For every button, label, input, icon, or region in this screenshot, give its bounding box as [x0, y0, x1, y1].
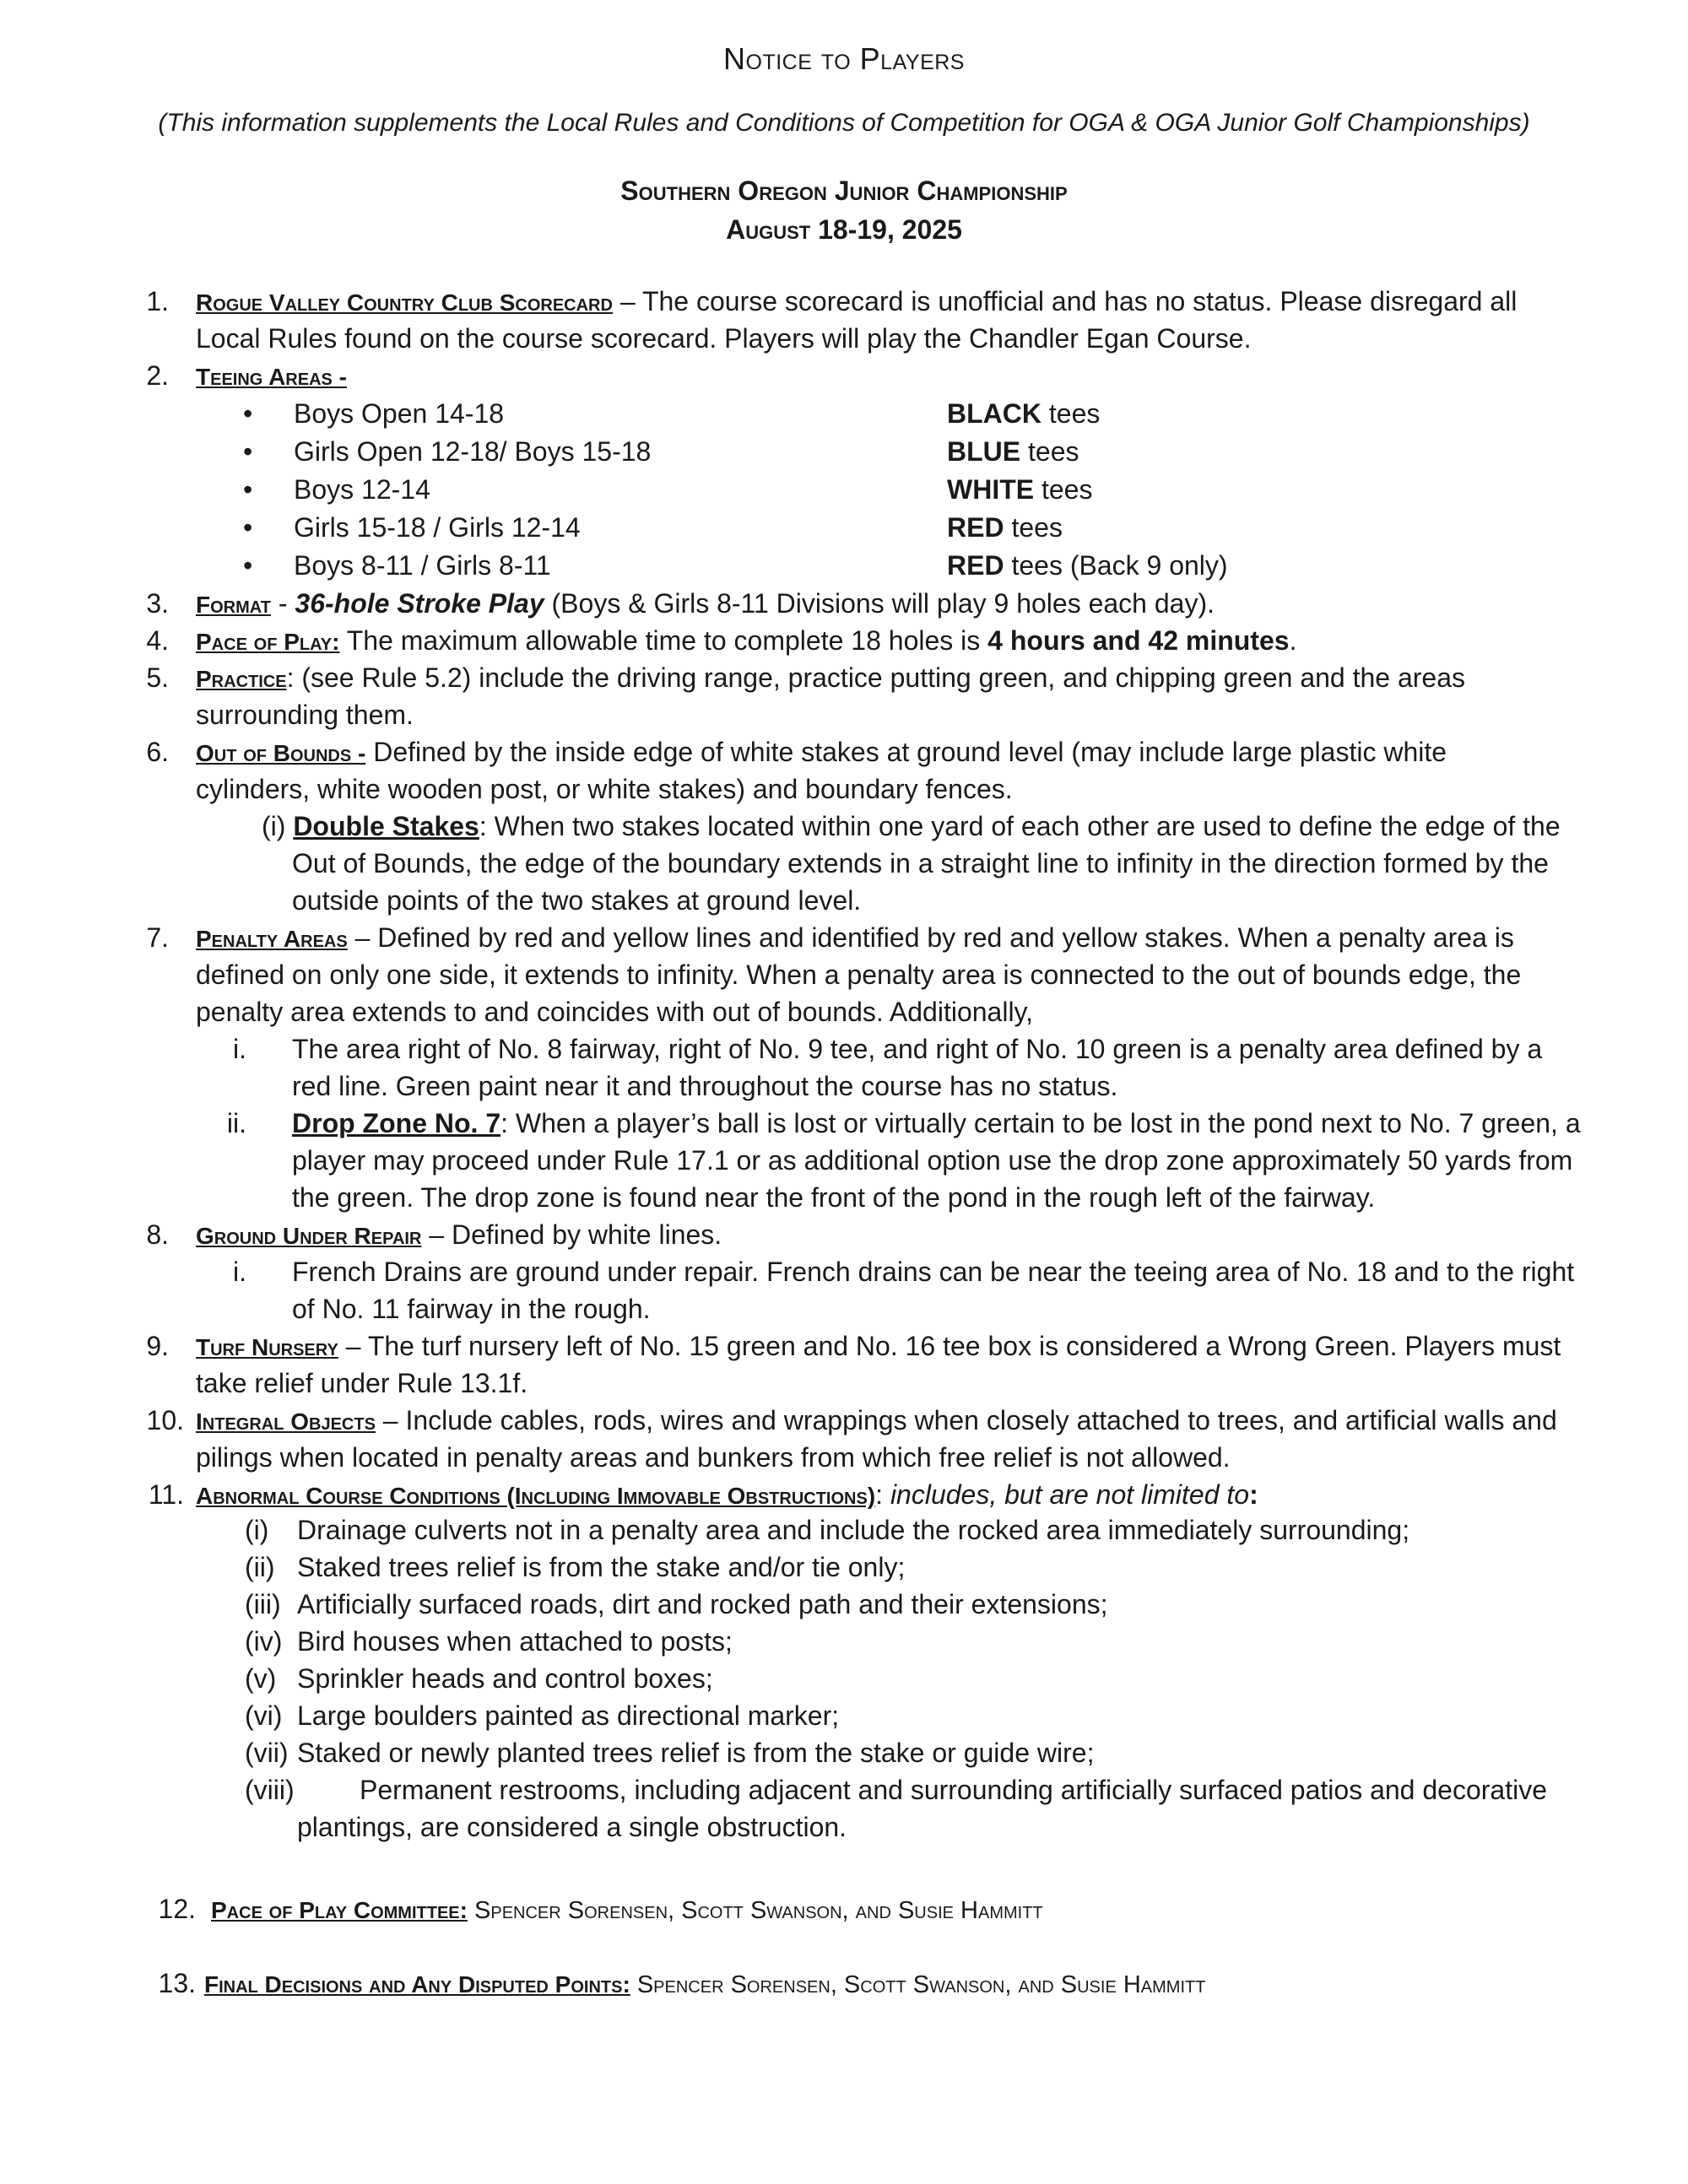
tee-division: Girls Open 12-18/ Boys 15-18	[294, 436, 652, 467]
bullet-icon: •	[243, 398, 253, 429]
item-heading: Format	[196, 592, 271, 618]
item-text-italic: includes, but are not limited to	[890, 1479, 1250, 1510]
item-heading: Out of Bounds -	[196, 740, 366, 766]
tee-suffix: tees	[1020, 436, 1079, 467]
page-subtitle: (This information supplements the Local Rules and Conditions of Competition for OGA & OGA Junior Golf Championships)	[158, 109, 1530, 137]
event-name: Southern Oregon Junior Championship	[620, 176, 1068, 206]
format-name: 36-hole Stroke Play	[295, 588, 544, 619]
item-heading: Pace of Play Committee:	[211, 1897, 468, 1923]
item-text: pilings when located in penalty areas and bunkers from which free relief is not allowed.	[196, 1442, 1231, 1473]
item-text: .	[1289, 625, 1297, 656]
page-title: Notice to Players	[723, 41, 965, 76]
tee-suffix: tees	[1034, 474, 1093, 505]
list-number: (ii)	[245, 1552, 275, 1582]
item-heading: Integral Objects	[196, 1408, 376, 1435]
list-text: Sprinkler heads and control boxes;	[297, 1663, 713, 1694]
item-heading: Penalty Areas	[196, 926, 348, 952]
item-number: 6.	[146, 737, 169, 767]
sub-text: player may proceed under Rule 17.1 or as additional option use the drop zone approximately 50 yards from	[292, 1145, 1573, 1176]
item-text: : (see Rule 5.2) include the driving range, practice putting green, and chipping green and the areas	[286, 662, 1466, 693]
item-number: 13.	[158, 1968, 196, 1998]
item-heading: Pace of Play:	[196, 629, 340, 655]
list-text: Artificially surfaced roads, dirt and rocked path and their extensions;	[297, 1589, 1108, 1619]
sub-number: i.	[233, 1034, 246, 1064]
event-date-month: August	[726, 214, 811, 245]
sub-text: outside points of the two stakes at ground level.	[292, 885, 862, 916]
sub-text: Out of Bounds, the edge of the boundary extends in a straight line to infinity in the direction formed by the	[292, 848, 1549, 878]
sub-text: of No. 11 fairway in the rough.	[292, 1294, 651, 1324]
list-text-continued: plantings, are considered a single obstruction.	[297, 1812, 847, 1842]
sub-text: : When two stakes located within one yard of each other are used to define the edge of the	[479, 811, 1561, 841]
sub-heading: Double Stakes	[293, 811, 479, 841]
tee-color: WHITE	[947, 474, 1035, 505]
tee-suffix: tees	[1004, 512, 1063, 543]
list-number: (vii)	[245, 1738, 289, 1768]
sub-text: red line. Green paint near it and throughout the course has no status.	[292, 1071, 1118, 1101]
tee-color: BLACK	[947, 398, 1041, 429]
tee-color: BLUE	[947, 436, 1021, 467]
item-number: 9.	[146, 1331, 169, 1361]
item-text: – The turf nursery left of No. 15 green and No. 16 tee box is considered a Wrong Green. Players must	[338, 1331, 1561, 1361]
item-heading: Turf Nursery	[196, 1334, 338, 1360]
item-number: 11.	[148, 1479, 184, 1510]
item-number: 4.	[146, 625, 169, 656]
tee-division: Boys 8-11 / Girls 8-11	[294, 550, 551, 581]
item-text: Defined by the inside edge of white stakes at ground level (may include large plastic white	[365, 737, 1447, 767]
item-text: – The course scorecard is unofficial and has no status. Please disregard all	[612, 286, 1518, 316]
list-item	[245, 1660, 713, 1697]
sub-text: The area right of No. 8 fairway, right of No. 9 tee, and right of No. 10 green is a penalty area defined by a	[292, 1034, 1543, 1064]
item-text: :	[875, 1479, 890, 1510]
bullet-icon: •	[243, 474, 253, 505]
bullet-icon: •	[243, 512, 253, 543]
item-number: 7.	[146, 922, 169, 953]
item-number: 5.	[146, 662, 169, 693]
pace-time: 4 hours and 42 minutes	[987, 625, 1290, 656]
list-item	[245, 1771, 1547, 1808]
item-heading: Ground Under Repair	[196, 1223, 422, 1249]
item-number: 8.	[146, 1219, 169, 1250]
list-number: (i)	[245, 1515, 269, 1545]
tee-suffix: tees	[1041, 398, 1101, 429]
event-date	[0, 211, 1688, 248]
item-number: 1.	[146, 286, 169, 316]
item-separator: -	[270, 588, 295, 619]
item-text-end: :	[1249, 1479, 1258, 1510]
bullet-icon: •	[243, 436, 253, 467]
list-text: Drainage culverts not in a penalty area and include the rocked area immediately surrounding;	[297, 1515, 1410, 1545]
sub-heading: Drop Zone No. 7	[292, 1108, 501, 1138]
item-text: defined on only one side, it extends to infinity. When a penalty area is connected to the out of bounds edge, the	[196, 960, 1522, 990]
item-text: surrounding them.	[196, 700, 414, 730]
list-text: Permanent restrooms, including adjacent and surrounding artificially surfaced patios and decorative	[360, 1775, 1547, 1805]
sub-label: (i)	[262, 811, 294, 841]
item-text: – Defined by red and yellow lines and identified by red and yellow stakes. When a penalty area is	[347, 922, 1514, 953]
item-heading: Abnormal Course Conditions (Including Immovable Obstructions)	[196, 1483, 876, 1509]
item-text: cylinders, white wooden post, or white stakes) and boundary fences.	[196, 774, 1013, 804]
bullet-icon: •	[243, 550, 253, 581]
tee-color: RED	[947, 550, 1004, 581]
item-text: penalty area extends to and coincides with out of bounds. Additionally,	[196, 997, 1034, 1027]
tee-suffix: tees (Back 9 only)	[1004, 550, 1228, 581]
sub-text: : When a player’s ball is lost or virtually certain to be lost in the pond next to No. 7 green, a	[500, 1108, 1581, 1138]
list-number: (vi)	[245, 1700, 283, 1731]
item-text: take relief under Rule 13.1f.	[196, 1368, 528, 1398]
item-number: 12.	[158, 1894, 196, 1924]
item-text: Local Rules found on the course scorecard. Players will play the Chandler Egan Course.	[196, 323, 1252, 354]
list-item	[245, 1586, 1108, 1623]
sub-text: the green. The drop zone is found near the front of the pond in the rough left of the fairway.	[292, 1182, 1376, 1213]
list-number: (viii)	[245, 1775, 295, 1805]
list-text: Staked or newly planted trees relief is from the stake or guide wire;	[297, 1738, 1095, 1768]
tee-division: Boys Open 14-18	[294, 398, 505, 429]
list-item	[245, 1734, 1094, 1771]
item-text: – Include cables, rods, wires and wrappings when closely attached to trees, and artificial walls and	[375, 1405, 1557, 1435]
sub-text: French Drains are ground under repair. French drains can be near the teeing area of No. 18 and to the right	[292, 1257, 1575, 1287]
sub-number: ii.	[226, 1108, 246, 1138]
event-date-days: 18-19, 2025	[818, 214, 962, 245]
item-heading: Practice	[196, 666, 287, 692]
item-number: 2.	[146, 360, 169, 391]
list-item	[245, 1697, 839, 1734]
item-number: 3.	[146, 588, 169, 619]
item-text: The maximum allowable time to complete 18 holes is	[339, 625, 988, 656]
list-number: (iv)	[245, 1626, 283, 1657]
item-heading: Teeing Areas -	[196, 364, 347, 390]
item-heading: Rogue Valley Country Club Scorecard	[196, 289, 613, 316]
committee-names: Spencer Sorensen, Scott Swanson, and Susie Hammitt	[630, 1971, 1206, 1998]
item-heading: Final Decisions and Any Disputed Points:	[204, 1971, 630, 1997]
list-item	[245, 1623, 733, 1660]
list-text: Large boulders painted as directional marker;	[297, 1700, 840, 1731]
sub-number: i.	[233, 1257, 246, 1287]
tee-division: Boys 12-14	[294, 474, 430, 505]
list-number: (v)	[245, 1663, 277, 1694]
list-text: Staked trees relief is from the stake and/or tie only;	[297, 1552, 906, 1582]
list-text: Bird houses when attached to posts;	[297, 1626, 733, 1657]
list-item	[245, 1549, 905, 1586]
committee-names: Spencer Sorensen, Scott Swanson, and Susie Hammitt	[467, 1897, 1043, 1924]
item-text: – Defined by white lines.	[421, 1219, 722, 1250]
list-item	[245, 1511, 1409, 1549]
item-number: 10.	[146, 1405, 184, 1435]
item-text: (Boys & Girls 8-11 Divisions will play 9 holes each day).	[544, 588, 1215, 619]
list-number: (iii)	[245, 1589, 281, 1619]
tee-color: RED	[947, 512, 1004, 543]
tee-division: Girls 15-18 / Girls 12-14	[294, 512, 581, 543]
